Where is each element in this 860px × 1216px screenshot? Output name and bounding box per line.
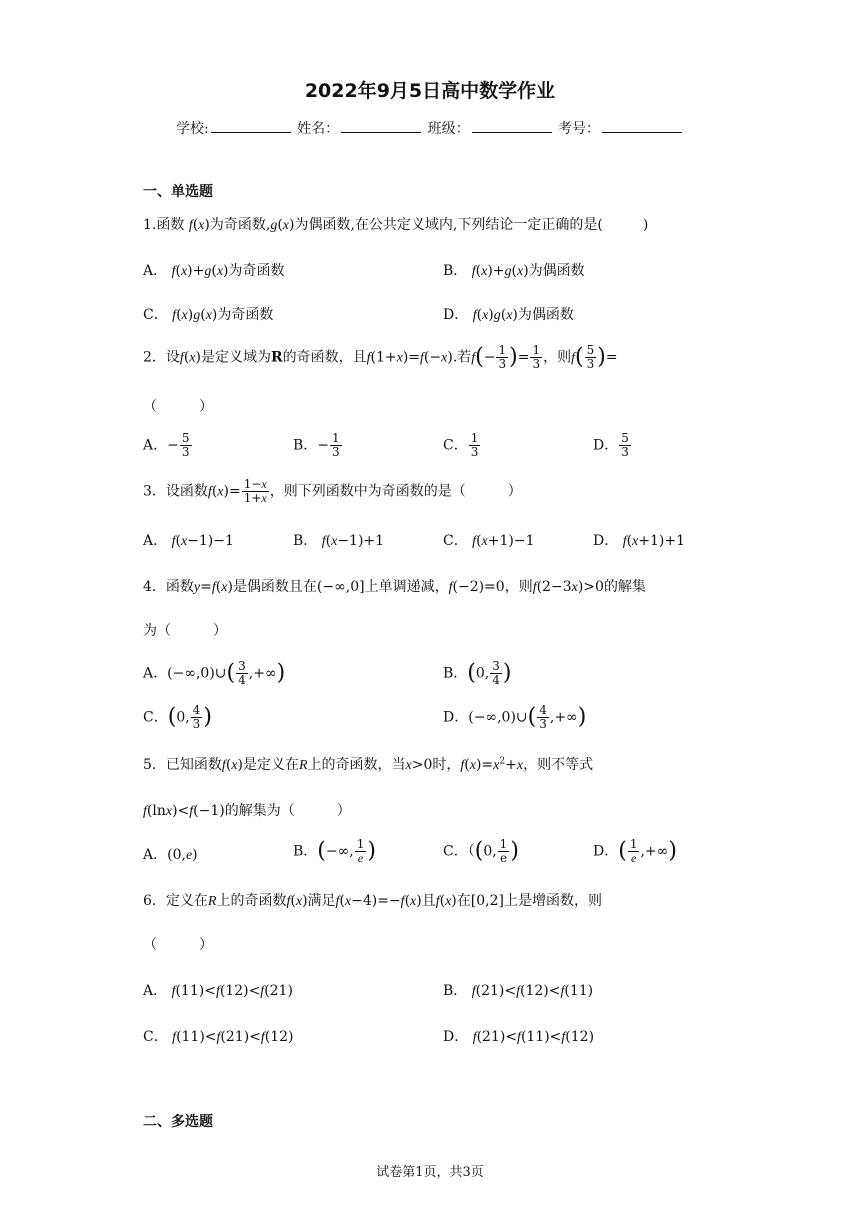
q1-math-gx: g <box>270 218 278 233</box>
section-single-choice: 一、单选题 <box>143 184 213 200</box>
q6-paren: （ ） <box>143 937 213 953</box>
q1-text: 为偶函数,在公共定义域内,下列结论一定正确的是( <box>294 217 603 233</box>
q4-option-d[interactable]: D．(−∞,0)∪( $\frac{4}{3}$ ,+∞) <box>443 703 587 731</box>
q5-option-c[interactable]: C．（(0, $\frac{1}{e}$ ) <box>443 837 519 865</box>
q6-option-c[interactable]: C． f(11)<f(21)<f(12) <box>143 1029 294 1045</box>
q4-option-a[interactable]: A．(−∞,0)∪( $\frac{3}{4}$ ,+∞) <box>143 659 286 687</box>
q1-text: 为奇函数, <box>209 217 271 233</box>
q1-option-a[interactable]: A． f(x)+g(x)为奇函数 <box>143 263 285 279</box>
question-1: 1.函数 f(x)为奇函数,g(x)为偶函数,在公共定义域内,下列结论一定正确的是( ) <box>143 217 649 233</box>
question-3: 3．设函数f(x)= $\frac{1-x}{1+x}$ ，则下列函数中为奇函数的是（ ） <box>143 477 522 505</box>
q1-text: 函数 <box>156 217 185 233</box>
q6-option-d[interactable]: D． f(21)<f(11)<f(12) <box>443 1029 595 1045</box>
number-label: 考号： <box>558 121 601 137</box>
school-blank[interactable] <box>211 120 291 133</box>
q2-paren: （ ） <box>143 399 213 415</box>
q1-option-c[interactable]: C． f(x)g(x)为奇函数 <box>143 307 274 323</box>
page-footer: 试卷第1页，共3页 <box>376 1165 484 1180</box>
q3-option-a[interactable]: A． f(x−1)−1 <box>143 533 234 549</box>
q3-option-d[interactable]: D． f(x+1)+1 <box>593 533 686 549</box>
q2-option-c[interactable]: C． $\frac{1}{3}$ <box>443 431 479 459</box>
q5-option-d[interactable]: D．( $\frac{1}{e}$ ,+∞) <box>593 837 677 865</box>
name-label: 姓名： <box>297 121 340 137</box>
q2-option-a[interactable]: A．− $\frac{5}{3}$ <box>143 431 190 459</box>
q6-option-a[interactable]: A． f(11)<f(12)<f(21) <box>143 983 293 999</box>
section-multi-choice: 二、多选题 <box>143 1114 213 1130</box>
student-info-line <box>0 118 860 138</box>
q4-line2: 为（ ） <box>143 623 227 639</box>
q1-option-b[interactable]: B． f(x)+g(x)为偶函数 <box>443 263 585 279</box>
q1-number: 1. <box>143 217 157 233</box>
class-blank[interactable] <box>472 120 552 133</box>
q2-option-d[interactable]: D． $\frac{5}{3}$ <box>593 431 629 459</box>
page-title: 2022年9月5日高中数学作业 <box>304 80 556 102</box>
question-2: 2．设f(x)是定义域为R的奇函数，且f(1+x)=f(−x).若f(− $\frac{1}{3}$ )= $\frac{1}{3}$ ，则f( $\frac{5}{3}$ )= <box>143 343 618 371</box>
q4-option-c[interactable]: C．(0, $\frac{4}{3}$ ) <box>143 703 212 731</box>
question-6: 6．定义在R上的奇函数f(x)满足f(x−4)=−f(x)且f(x)在[0,2]上是增函数，则 <box>143 893 602 909</box>
q3-option-c[interactable]: C． f(x+1)−1 <box>443 533 535 549</box>
name-blank[interactable] <box>341 120 421 133</box>
q4-option-b[interactable]: B．(0, $\frac{3}{4}$ ) <box>443 659 512 687</box>
class-label: 班级： <box>427 121 470 137</box>
q1-math-fx: f <box>188 218 193 233</box>
q2-option-b[interactable]: B．− $\frac{1}{3}$ <box>293 431 340 459</box>
question-5: 5．已知函数f(x)是定义在R上的奇函数，当x>0时，$f(x)=x^2+x$，则不等式 <box>143 756 594 773</box>
q5-line2: f(lnx)<f(−1)的解集为（ ） <box>143 803 351 819</box>
number-blank[interactable] <box>602 120 682 133</box>
q5-option-a[interactable]: A．(0,e) <box>143 847 198 863</box>
q1-option-d[interactable]: D． f(x)g(x)为偶函数 <box>443 307 574 323</box>
question-4: 4．函数y=f(x)是偶函数且在(−∞,0]上单调递减，f(−2)=0，则f(2−3x)>0的解集 <box>143 579 646 595</box>
school-label: 学校: <box>175 121 209 137</box>
q5-option-b[interactable]: B．(−∞, $\frac{1}{e}$ ) <box>293 837 376 865</box>
q3-option-b[interactable]: B． f(x−1)+1 <box>293 533 385 549</box>
q6-option-b[interactable]: B． f(21)<f(12)<f(11) <box>443 983 594 999</box>
